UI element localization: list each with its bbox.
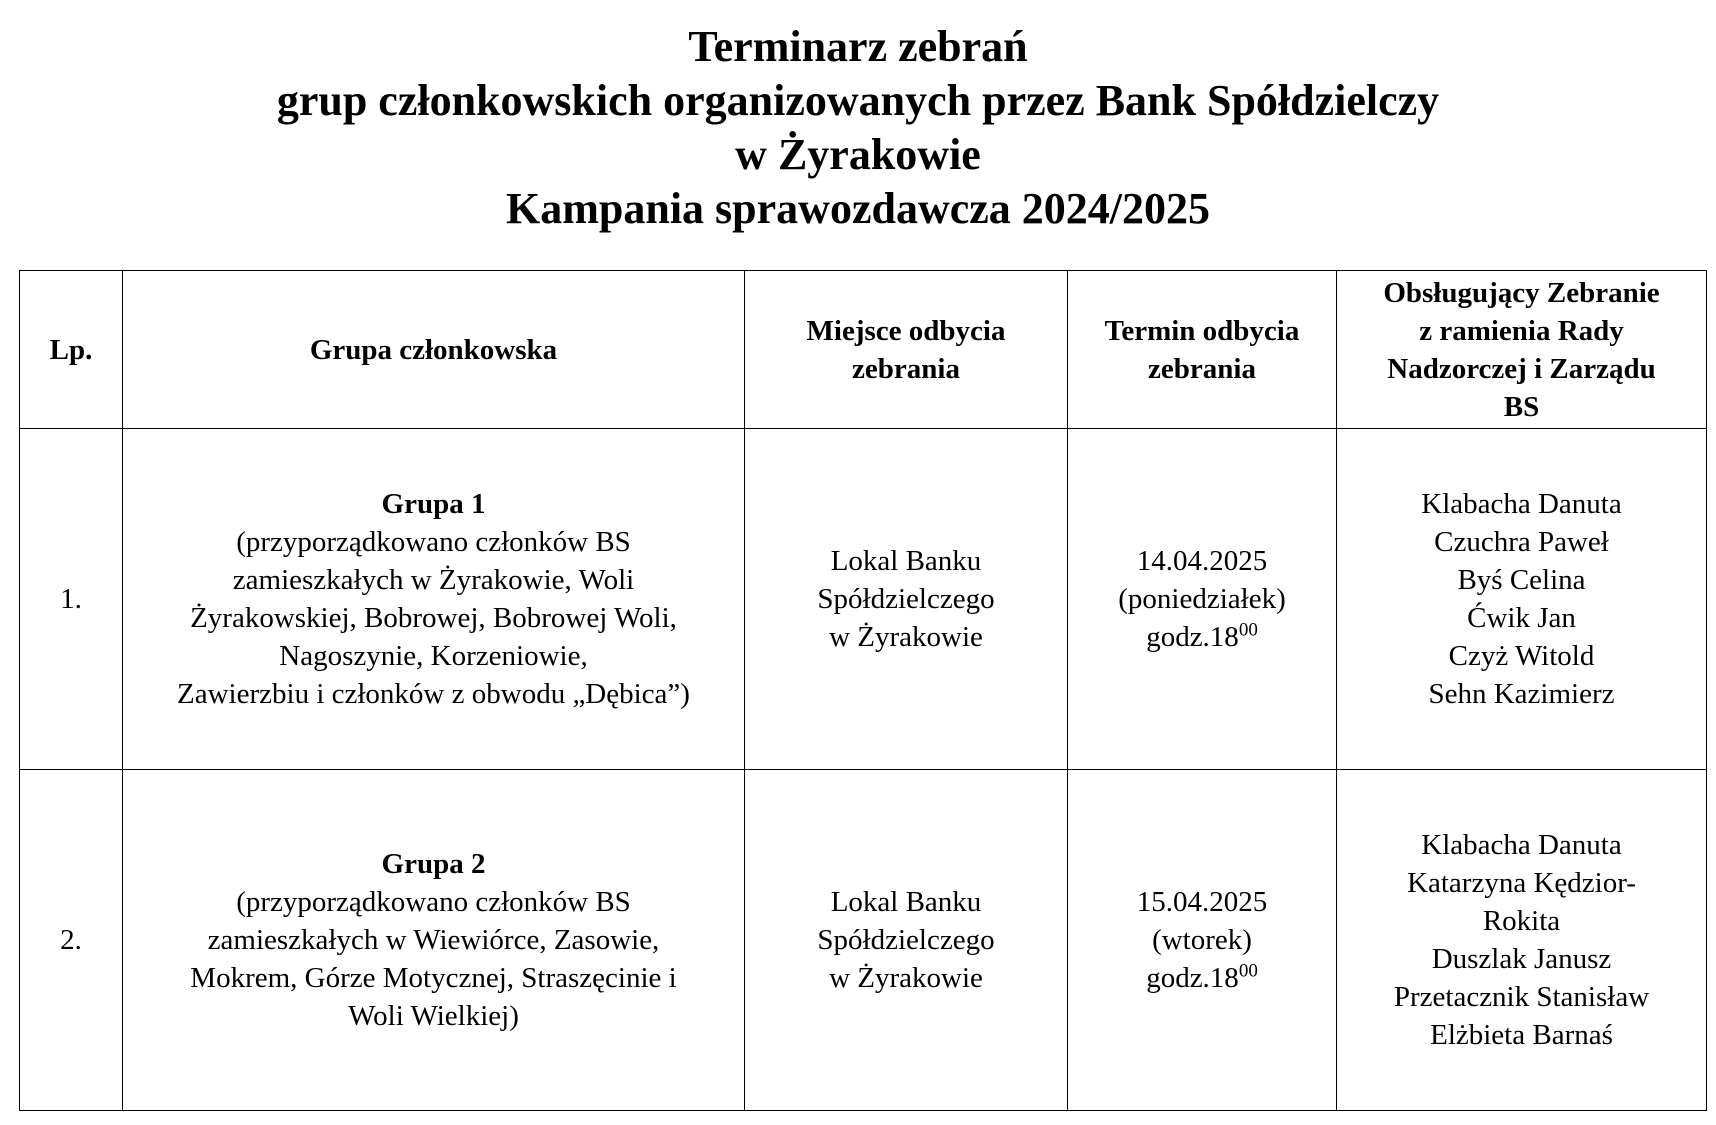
row-staff (1337, 770, 1707, 1111)
group-desc-line: Woli Wielkiej) (348, 1000, 519, 1032)
meeting-time (1074, 618, 1330, 656)
header-staff-line: Nadzorczej i Zarządu (1387, 352, 1656, 385)
group-desc-line: Nagoszynie, Korzeniowie, (279, 640, 588, 672)
meeting-weekday: (wtorek) (1152, 924, 1252, 956)
staff-member: Klabacha Danuta (1421, 488, 1622, 520)
meeting-time-hour: godz.18 (1146, 962, 1239, 994)
group-name: Grupa 2 (381, 848, 486, 880)
place-line: Spółdzielczego (817, 583, 995, 615)
header-date-line: zebrania (1148, 352, 1256, 385)
row-group (123, 770, 745, 1111)
meeting-date: 14.04.2025 (1136, 545, 1268, 577)
title-line: Terminarz zebrań (688, 22, 1028, 71)
header-lp (20, 271, 123, 429)
group-desc-line: Zawierzbiu i członków z obwodu „Dębica”) (177, 678, 690, 710)
group-desc-line: Żyrakowskiej, Bobrowej, Bobrowej Woli, (190, 602, 677, 634)
meeting-time-minutes: 00 (1238, 960, 1258, 982)
meeting-time-hour: godz.18 (1146, 621, 1239, 653)
row-staff (1337, 429, 1707, 770)
row-date (1068, 770, 1337, 1111)
title-line: Kampania sprawozdawcza 2024/2025 (506, 184, 1210, 233)
document-title (0, 20, 1716, 236)
table-row (20, 429, 1707, 770)
staff-member: Duszlak Janusz (1431, 943, 1612, 975)
header-group-label: Grupa członkowska (309, 333, 558, 366)
meeting-schedule-table (19, 270, 1707, 1111)
meeting-time (1074, 959, 1330, 997)
staff-member: Klabacha Danuta (1421, 829, 1622, 861)
staff-member: Czuchra Paweł (1434, 526, 1609, 558)
title-line: grup członkowskich organizowanych przez Bank Spółdzielczy (276, 76, 1440, 125)
group-desc-line: (przyporządkowano członków BS (236, 526, 631, 558)
header-lp-label: Lp. (49, 333, 93, 366)
header-staff-line: Obsługujący Zebranie (1383, 276, 1660, 309)
row-lp (20, 429, 123, 770)
place-line: Spółdzielczego (817, 924, 995, 956)
row-lp-value: 1. (60, 583, 82, 615)
header-staff (1337, 271, 1707, 429)
row-lp (20, 770, 123, 1111)
meeting-weekday: (poniedziałek) (1118, 583, 1286, 615)
table-row (20, 770, 1707, 1111)
group-desc-line: (przyporządkowano członków BS (236, 886, 631, 918)
header-place-line: Miejsce odbycia (806, 314, 1006, 347)
staff-member: Przetacznik Stanisław (1393, 981, 1650, 1013)
staff-member: Czyż Witold (1448, 640, 1595, 672)
meeting-time-minutes: 00 (1238, 619, 1258, 641)
table-header-row (20, 271, 1707, 429)
header-group (123, 271, 745, 429)
place-line: w Żyrakowie (829, 962, 983, 994)
row-lp-value: 2. (60, 924, 82, 956)
header-date (1068, 271, 1337, 429)
header-staff-line: z ramienia Rady (1419, 314, 1624, 347)
place-line: w Żyrakowie (829, 621, 983, 653)
staff-member: Byś Celina (1457, 564, 1586, 596)
staff-member: Katarzyna Kędzior- (1407, 867, 1636, 899)
row-date (1068, 429, 1337, 770)
title-line: w Żyrakowie (735, 130, 981, 179)
staff-member: Elżbieta Barnaś (1430, 1019, 1613, 1051)
row-group (123, 429, 745, 770)
group-desc-line: zamieszkałych w Żyrakowie, Woli (232, 564, 635, 596)
place-line: Lokal Banku (830, 886, 982, 918)
row-place (745, 429, 1068, 770)
place-line: Lokal Banku (830, 545, 982, 577)
header-staff-line: BS (1503, 390, 1540, 423)
group-desc-line: Mokrem, Górze Motycznej, Straszęcinie i (190, 962, 677, 994)
row-place (745, 770, 1068, 1111)
staff-member: Sehn Kazimierz (1428, 678, 1615, 710)
header-place-line: zebrania (852, 352, 960, 385)
staff-member: Ćwik Jan (1467, 602, 1576, 634)
header-date-line: Termin odbycia (1104, 314, 1300, 347)
meeting-date: 15.04.2025 (1136, 886, 1268, 918)
header-place (745, 271, 1068, 429)
group-name: Grupa 1 (381, 488, 486, 520)
staff-member: Rokita (1482, 905, 1561, 937)
group-desc-line: zamieszkałych w Wiewiórce, Zasowie, (207, 924, 660, 956)
